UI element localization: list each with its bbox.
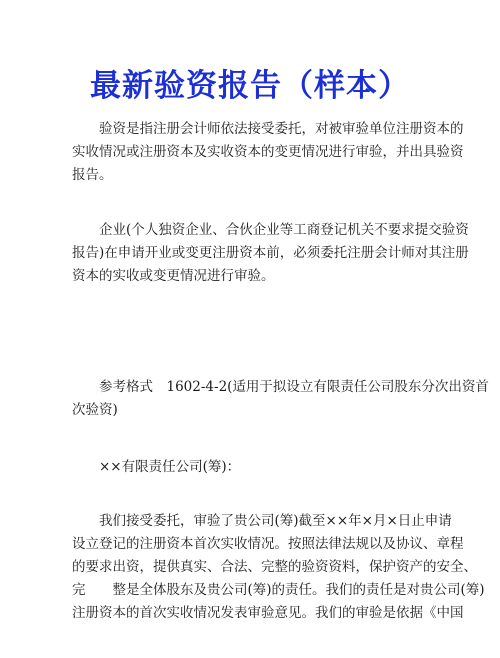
paragraph-line: 企业(个人独资企业、合伙企业等工商登记机关不要求提交验资: [99, 222, 469, 238]
paragraph-line: 设立登记的注册资本首次实收情况。按照法律法规以及协议、章程: [72, 536, 464, 552]
paragraph-line: 参考格式 1602-4-2(适用于拟设立有限责任公司股东分次出资首: [99, 379, 489, 395]
paragraph-reference-format: [72, 376, 489, 422]
paragraph-line: 的要求出资，提供真实、合法、完整的验资资料，保护资产的安全、: [72, 559, 477, 575]
paragraph-addressee: [72, 456, 430, 479]
paragraph-line: 注册资本的首次实收情况发表审验意见。我们的审验是依据《中国: [72, 605, 464, 621]
paragraph-line: ××有限责任公司(筹)：: [99, 459, 241, 475]
paragraph-line: 我们接受委托，审验了贵公司(筹)截至××年×月×日止申请: [99, 513, 452, 529]
paragraph-line: 次验资): [72, 402, 118, 418]
paragraph-line: 完 整是全体股东及贵公司(筹)的责任。我们的责任是对贵公司(筹): [72, 582, 485, 598]
paragraph-line: 验资是指注册会计师依法接受委托，对被审验单位注册资本的: [99, 121, 464, 137]
paragraph-line: 资本的实收或变更情况进行审验。: [72, 268, 275, 284]
paragraph-enterprise-requirement: [72, 219, 469, 288]
paragraph-line: 实收情况或注册资本及实收资本的变更情况进行审验，并出具验资: [72, 144, 464, 160]
paragraph-line: 报告)在申请开业或变更注册资本前，必须委托注册会计师对其注册: [72, 245, 469, 261]
paragraph-line: 报告。: [72, 167, 113, 183]
document-title: 最新验资报告（样本）: [90, 68, 410, 104]
paragraph-engagement: [72, 510, 485, 625]
paragraph-verification-definition: [72, 118, 464, 187]
